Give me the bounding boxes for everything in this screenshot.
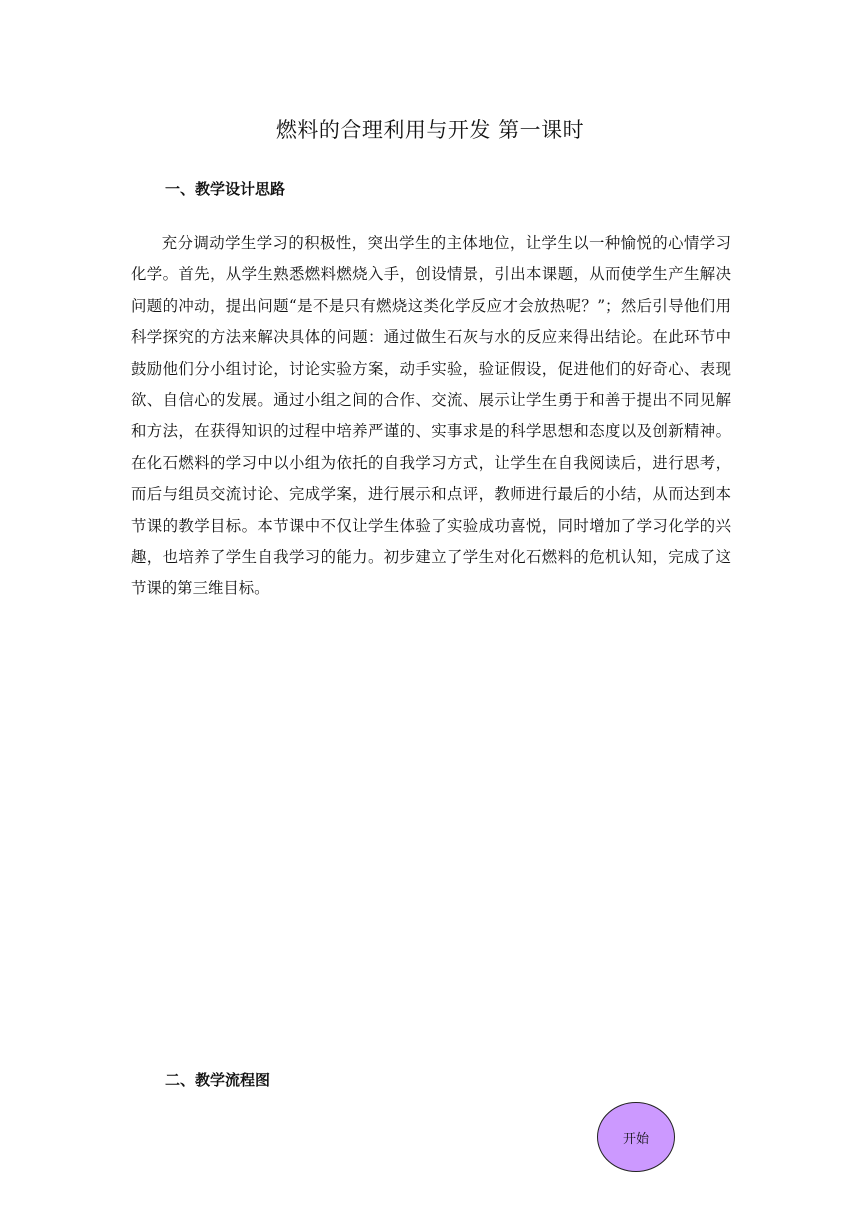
flowchart-start-node <box>597 1102 675 1172</box>
section-heading-design-idea: 一、教学设计思路 <box>165 180 286 198</box>
section-heading-flowchart: 二、教学流程图 <box>165 1071 271 1089</box>
flowchart-start-label: 开始 <box>622 1131 649 1147</box>
design-idea-paragraph: 充分调动学生学习的积极性，突出学生的主体地位，让学生以一种愉悦的心情学习化学。首先，从学生熟悉燃料燃烧入手，创设情景，引出本课题，从而使学生产生解决问题的冲动，提出问题“是不是只有燃烧这类化学反应才会放热呢？”；然后引导他们用科学探究的方法来解决具体的问题：通过做生石灰与水的反应来得出结论。在此环节中鼓励他们分小组讨论，讨论实验方案，动手实验，验证假设，促进他们的好奇心、表现欲、自信心的发展。通过小组之间的合作、交流、展示让学生勇于和善于提出不同见解和方法，在获得知识的过程中培养严谨的、实事求是的科学思想和态度以及创新精神。在化石燃料的学习中以小组为依托的自我学习方式，让学生在自我阅读后，进行思考，而后与组员交流讨论、完成学案，进行展示和点评，教师进行最后的小结，从而达到本节课的教学目标。本节课中不仅让学生体验了实验成功喜悦，同时增加了学习化学的兴趣，也培养了学生自我学习的能力。初步建立了学生对化石燃料的危机认知，完成了这节课的第三维目标。 <box>131 234 731 598</box>
page-title: 燃料的合理利用与开发 第一课时 <box>275 118 585 142</box>
